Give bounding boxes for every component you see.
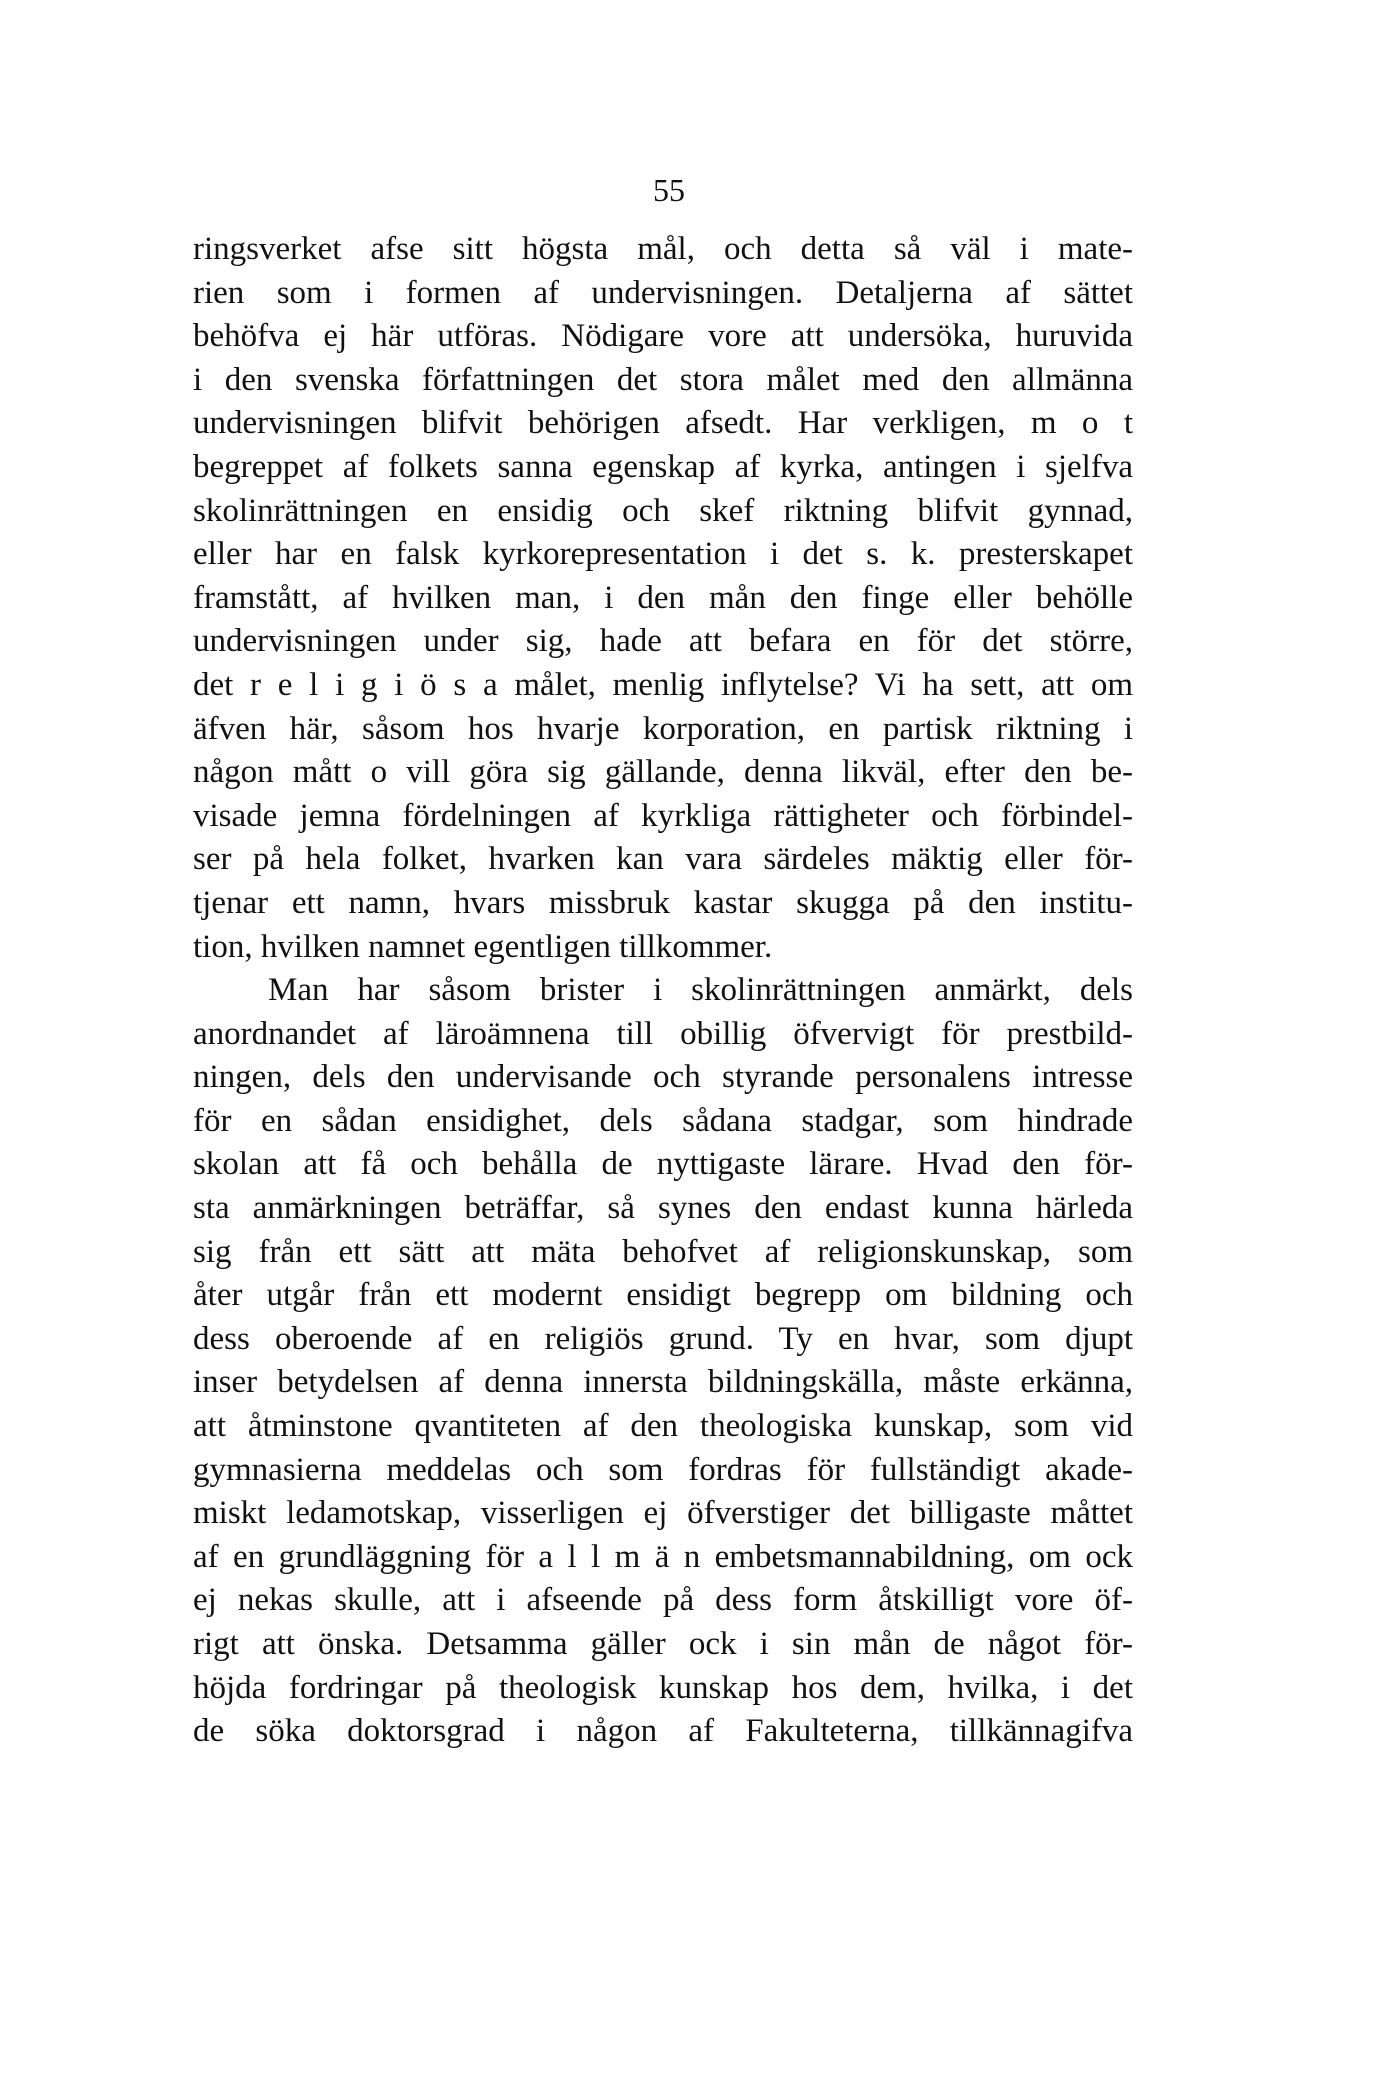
- text-line: undervisningen under sig, hade att befara en för det större,: [193, 623, 1133, 660]
- text-line: att åtminstone qvantiteten af den theologiska kunskap, som vid: [193, 1408, 1133, 1445]
- text-line: dess oberoende af en religiös grund. Ty en hvar, som djupt: [193, 1320, 1133, 1357]
- text-line: ningen, dels den undervisande och styrande personalens intresse: [193, 1059, 1133, 1096]
- text-line: för en sådan ensidighet, dels sådana stadgar, som hindrade: [193, 1102, 1133, 1139]
- text-line: eller har en falsk kyrkorepresentation i det s. k. presterskapet: [193, 536, 1133, 573]
- text-line: anordnandet af läroämnena till obillig öfvervigt för prestbild-: [193, 1015, 1133, 1052]
- paragraph-start-line: Man har såsom brister i skolinrättningen anmärkt, dels: [268, 972, 1133, 1009]
- text-line: af en grundläggning för a l l m ä n embetsmannabildning, om ock: [193, 1538, 1133, 1575]
- text-line: i den svenska författningen det stora målet med den allmänna: [193, 361, 1133, 398]
- text-line: skolinrättningen en ensidig och skef riktning blifvit gynnad,: [193, 492, 1133, 529]
- text-line: gymnasierna meddelas och som fordras för fullständigt akade-: [193, 1451, 1133, 1488]
- text-line: framstått, af hvilken man, i den mån den finge eller behölle: [193, 579, 1133, 616]
- page-number: 55: [653, 172, 685, 208]
- text-line: rigt att önska. Detsamma gäller ock i sin mån de något för-: [193, 1626, 1133, 1662]
- text-line: sta anmärkningen beträffar, så synes den endast kunna härleda: [193, 1190, 1133, 1227]
- text-line: någon mått o vill göra sig gällande, denna likväl, efter den be-: [193, 754, 1133, 791]
- text-line: det r e l i g i ö s a målet, menlig inflytelse? Vi ha sett, att om: [193, 666, 1133, 703]
- text-line: ser på hela folket, hvarken kan vara särdeles mäktig eller för-: [193, 841, 1133, 878]
- text-line: rien som i formen af undervisningen. Detaljerna af sättet: [193, 274, 1133, 311]
- text-line: visade jemna fördelningen af kyrkliga rättigheter och förbindel-: [193, 797, 1133, 834]
- text-line: åter utgår från ett modernt ensidigt begrepp om bildning och: [193, 1277, 1133, 1314]
- text-line: skolan att få och behålla de nyttigaste lärare. Hvad den för-: [193, 1146, 1133, 1183]
- text-line: ringsverket afse sitt högsta mål, och detta så väl i mate-: [193, 231, 1133, 267]
- paragraph-end-line: tion, hvilken namnet egentligen tillkommer.: [193, 928, 773, 965]
- text-line: begreppet af folkets sanna egenskap af kyrka, antingen i sjelfva: [193, 448, 1133, 485]
- text-line: höjda fordringar på theologisk kunskap hos dem, hvilka, i det: [193, 1669, 1133, 1706]
- text-line: sig från ett sätt att mäta behofvet af religionskunskap, som: [193, 1233, 1133, 1270]
- body-text: [193, 228, 1133, 1754]
- text-line: miskt ledamotskap, visserligen ej öfverstiger det billigaste måttet: [193, 1495, 1133, 1532]
- text-line: inser betydelsen af denna innersta bildningskälla, måste erkänna,: [193, 1364, 1133, 1401]
- text-line: ej nekas skulle, att i afseende på dess form åtskilligt vore öf-: [193, 1582, 1133, 1619]
- text-line: tjenar ett namn, hvars missbruk kastar skugga på den institu-: [193, 884, 1133, 921]
- text-line: behöfva ej här utföras. Nödigare vore att undersöka, huruvida: [193, 318, 1133, 355]
- text-line: undervisningen blifvit behörigen afsedt. Har verkligen, m o t: [193, 405, 1133, 442]
- text-line: äfven här, såsom hos hvarje korporation, en partisk riktning i: [193, 710, 1133, 747]
- text-line: de söka doktorsgrad i någon af Fakulteterna, tillkännagifva: [193, 1713, 1133, 1750]
